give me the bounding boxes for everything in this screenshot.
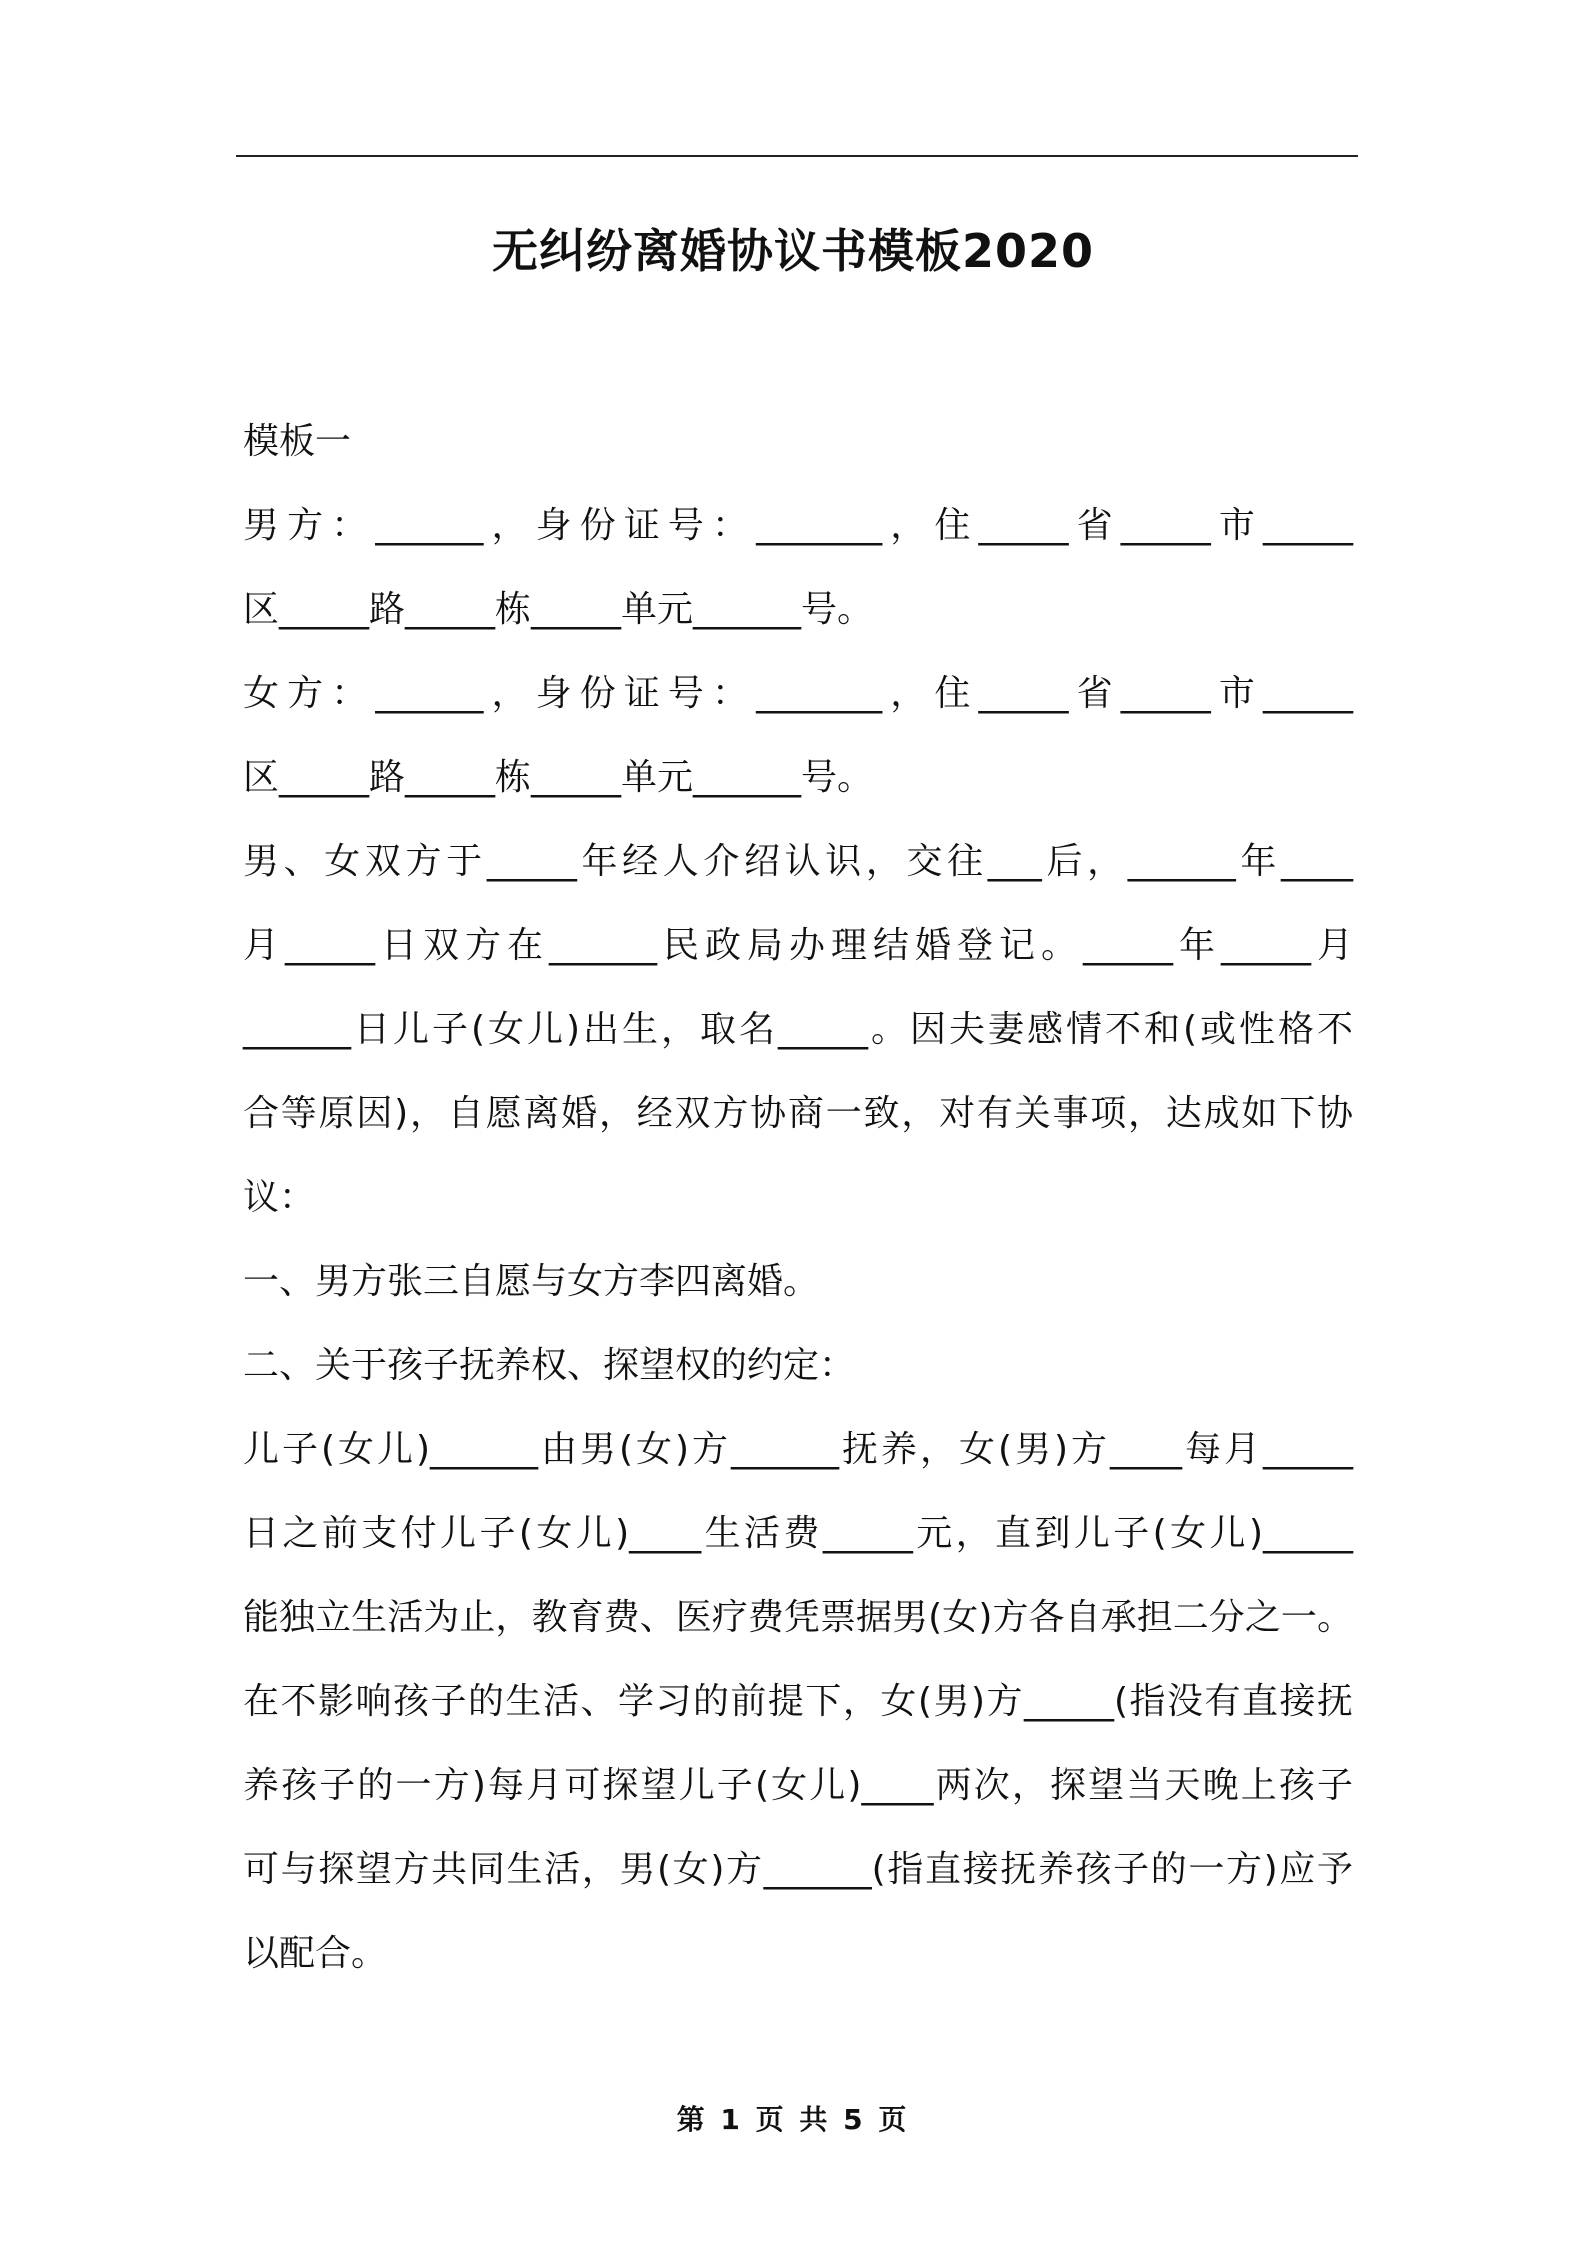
paragraph-line: 区_____路_____栋_____单元______号。 [243, 757, 873, 798]
paragraph-line: 能独立生活为止，教育费、医疗费凭票据男(女)方各自承担二分之一。 [243, 1597, 1353, 1638]
clause-heading: 一、男方张三自愿与女方李四离婚。 [243, 1261, 820, 1302]
paragraph-line: 儿子(女儿)______由男(女)方______抚养，女(男)方____每月_____ [243, 1429, 1353, 1470]
page-footer: 第 1 页 共 5 页 [676, 2103, 910, 2136]
section-heading: 模板一 [243, 421, 352, 462]
paragraph-line: 男方：______，身份证号：_______，住_____省_____市_____ [243, 505, 1353, 546]
paragraph-line: 男、女双方于_____年经人介绍认识，交往___后，______年____ [243, 841, 1353, 882]
paragraph-line: 区_____路_____栋_____单元______号。 [243, 589, 873, 630]
paragraph-line: 在不影响孩子的生活、学习的前提下，女(男)方_____(指没有直接抚 [243, 1681, 1353, 1722]
clause-heading: 二、关于孩子抚养权、探望权的约定： [243, 1345, 856, 1386]
document-body [243, 400, 1353, 1996]
paragraph-line: 女方：______，身份证号：_______，住_____省_____市_____ [243, 673, 1353, 714]
header-divider [236, 155, 1358, 157]
paragraph-line: 以配合。 [243, 1933, 388, 1974]
paragraph-line: ______日儿子(女儿)出生，取名_____。因夫妻感情不和(或性格不 [243, 1009, 1353, 1050]
document-title: 无纠纷离婚协议书模板2020 [491, 224, 1095, 278]
paragraph-line: 合等原因)，自愿离婚，经双方协商一致，对有关事项，达成如下协 [243, 1093, 1353, 1134]
paragraph-line: 日之前支付儿子(女儿)____生活费_____元，直到儿子(女儿)_____ [243, 1513, 1353, 1554]
paragraph-line: 议： [243, 1177, 316, 1218]
paragraph-line: 可与探望方共同生活，男(女)方______(指直接抚养孩子的一方)应予 [243, 1849, 1353, 1890]
paragraph-line: 养孩子的一方)每月可探望儿子(女儿)____两次，探望当天晚上孩子 [243, 1765, 1353, 1806]
paragraph-line: 月_____日双方在______民政局办理结婚登记。_____年_____月 [243, 925, 1353, 966]
